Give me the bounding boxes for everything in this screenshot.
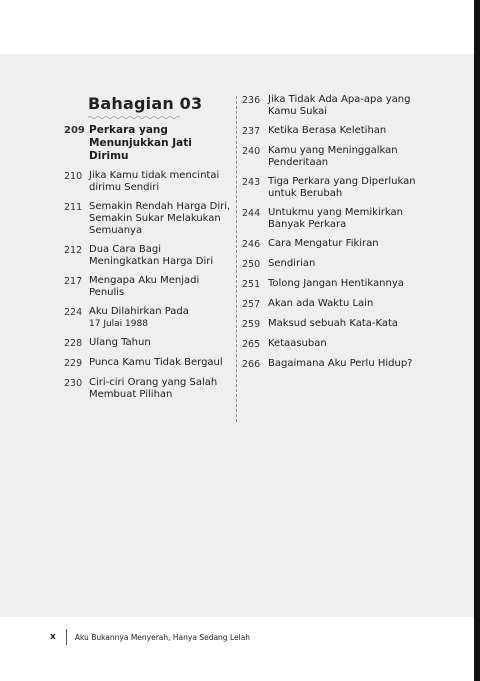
toc-page-number: 224 xyxy=(64,307,83,318)
toc-entry[interactable] xyxy=(242,125,422,138)
toc-entry[interactable] xyxy=(242,258,422,271)
toc-entry-title: Ketika Berasa Keletihan xyxy=(268,125,387,136)
toc-entry[interactable] xyxy=(64,124,234,163)
toc-entry[interactable] xyxy=(64,201,234,237)
toc-entry-title: Ulang Tahun xyxy=(89,337,151,348)
toc-entry[interactable] xyxy=(242,298,422,311)
toc-entry[interactable] xyxy=(64,357,234,370)
toc-entry-title: Kamu yang Meninggalkan Penderitaan xyxy=(268,145,398,168)
toc-entry-title: Perkara yang Menunjukkan Jati Dirimu xyxy=(89,124,192,162)
toc-entry-title: Ciri-ciri Orang yang Salah Membuat Pilihan xyxy=(89,377,218,400)
toc-entry[interactable] xyxy=(242,145,422,169)
toc-entry-title-group xyxy=(89,306,189,330)
toc-entry-title: Bagaimana Aku Perlu Hidup? xyxy=(268,358,413,369)
toc-page-number: 257 xyxy=(242,299,261,310)
toc-entry[interactable] xyxy=(64,275,234,299)
toc-entry-title: Dua Cara Bagi Meningkatkan Harga Diri xyxy=(89,244,214,267)
toc-entry[interactable] xyxy=(64,377,234,401)
toc-page-number: 265 xyxy=(242,339,261,350)
toc-entry[interactable] xyxy=(242,94,422,118)
toc-page-number: 243 xyxy=(242,177,261,188)
toc-page-number: 229 xyxy=(64,358,83,369)
toc-entry-title: Cara Mengatur Fikiran xyxy=(268,238,379,249)
toc-entry[interactable] xyxy=(242,318,422,331)
toc-entry[interactable] xyxy=(242,338,422,351)
toc-entry-title: Ketaasuban xyxy=(268,338,327,349)
toc-page-number: 250 xyxy=(242,259,261,270)
toc-page-number: 236 xyxy=(242,95,261,106)
toc-entry-title: Jika Kamu tidak mencintai dirimu Sendiri xyxy=(89,170,220,193)
toc-page-number: 210 xyxy=(64,171,83,182)
toc-entry[interactable] xyxy=(64,244,234,268)
page-edge-bar xyxy=(474,0,480,681)
toc-page-number: 259 xyxy=(242,319,261,330)
toc-entry[interactable] xyxy=(242,358,422,371)
toc-entry-title: Tolong Jangan Hentikannya xyxy=(268,278,404,289)
toc-page-number: 244 xyxy=(242,208,261,219)
toc-right-column xyxy=(242,94,422,378)
toc-entry[interactable] xyxy=(64,306,234,330)
toc-entry[interactable] xyxy=(64,337,234,350)
toc-entry-title: Tiga Perkara yang Diperlukan untuk Berubah xyxy=(268,176,416,199)
footer-page-number: x xyxy=(50,632,56,642)
toc-entry-title: Semakin Rendah Harga Diri, Semakin Sukar Melakukan Semuanya xyxy=(89,201,231,236)
toc-entry[interactable] xyxy=(242,278,422,291)
toc-page-number: 251 xyxy=(242,279,261,290)
toc-page-number: 217 xyxy=(64,276,83,287)
toc-page-number: 211 xyxy=(64,202,83,213)
toc-page-number: 246 xyxy=(242,239,261,250)
toc-entry-title: Untukmu yang Memikirkan Banyak Perkara xyxy=(268,207,403,230)
toc-entry-title: Sendirian xyxy=(268,258,316,269)
toc-page-number: 209 xyxy=(64,125,85,136)
toc-entry-subtitle: 17 Julai 1988 xyxy=(89,319,148,329)
toc-left-column xyxy=(64,94,234,408)
toc-entry[interactable] xyxy=(64,170,234,194)
toc-entry-title: Punca Kamu Tidak Bergaul xyxy=(89,357,223,368)
toc-page-number: 212 xyxy=(64,245,83,256)
title-underline-ornament xyxy=(88,115,180,120)
page-footer xyxy=(50,628,250,646)
toc-entry-title: Akan ada Waktu Lain xyxy=(268,298,374,309)
footer-book-title: Aku Bukannya Menyerah, Hanya Sedang Lelah xyxy=(74,632,251,642)
toc-page-number: 228 xyxy=(64,338,83,349)
toc-entry-title: Aku Dilahirkan Pada xyxy=(89,306,189,317)
toc-page-number: 240 xyxy=(242,146,261,157)
toc-page-number: 230 xyxy=(64,378,83,389)
footer-divider xyxy=(66,629,67,645)
column-divider xyxy=(236,96,237,422)
section-title: Bahagian 03 xyxy=(88,94,203,113)
toc-entry-title: Jika Tidak Ada Apa-apa yang Kamu Sukai xyxy=(268,94,411,117)
toc-entry[interactable] xyxy=(242,176,422,200)
toc-entry[interactable] xyxy=(242,207,422,231)
toc-entry-title: Maksud sebuah Kata-Kata xyxy=(268,318,399,329)
toc-page-number: 266 xyxy=(242,359,261,370)
toc-page-number: 237 xyxy=(242,126,261,137)
toc-entry-title: Mengapa Aku Menjadi Penulis xyxy=(89,275,200,298)
toc-entry[interactable] xyxy=(242,238,422,251)
